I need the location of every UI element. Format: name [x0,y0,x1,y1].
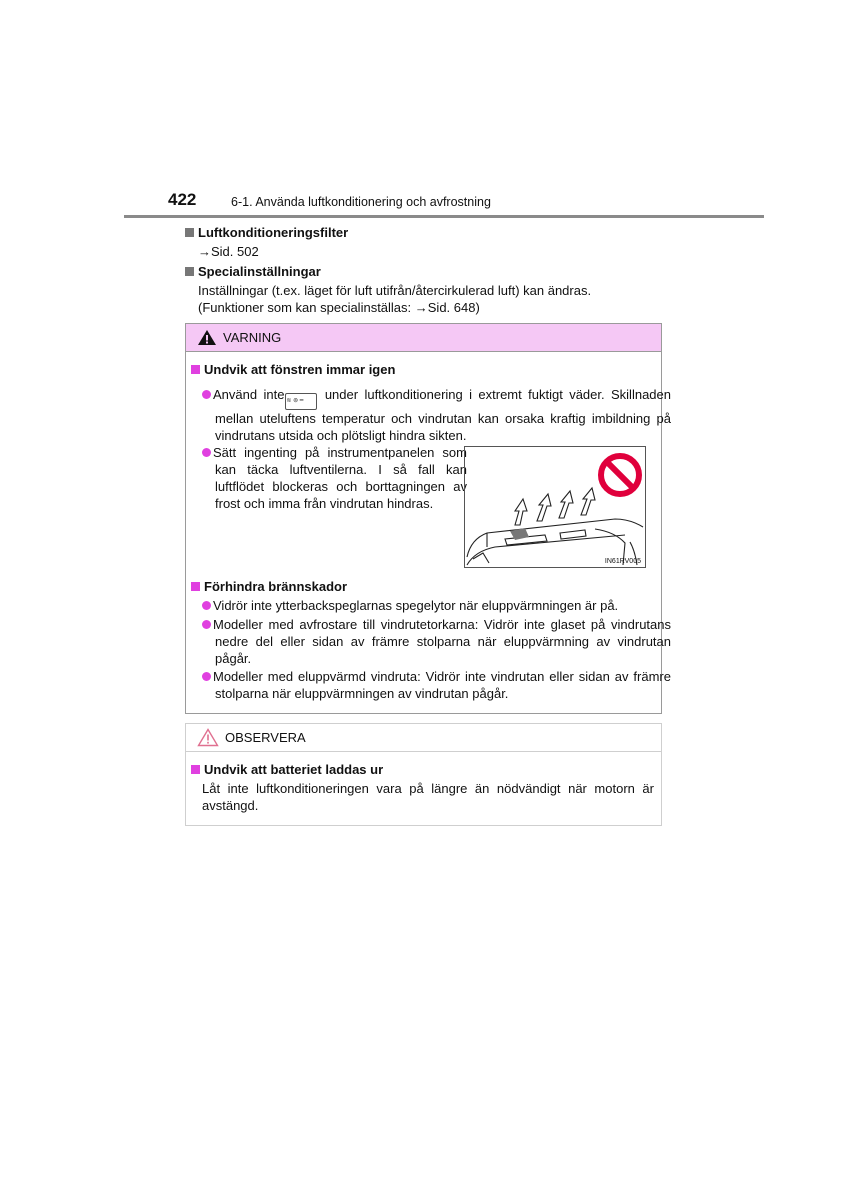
bullet-icon [202,601,211,610]
dashboard-airflow-diagram [465,447,645,567]
warning-header [186,324,661,352]
warning-item-5: Modeller med eluppvärmd vindruta: Vidrör inte vindrutan eller sidan av främre stolparna när eluppvärmningen av vindrutan pågår. [202,668,671,702]
square-bullet-icon [191,582,200,591]
bullet-icon [202,620,211,629]
warning-item-1: Använd inte ≋ ⊚ ━ under luftkonditionering i extremt fuktigt väder. Skillnaden mellan uteluftens temperatur och vindrutan kan orsaka kraftig imbildning på vindrutans utsida och plötsligt hindra sikten. [202,386,671,444]
figure-id: IN61RV005 [604,558,641,565]
page-number: 422 [168,190,197,209]
warning-item-4: Modeller med avfrostare till vindrutetorkarna: Vidrör inte glaset på vindrutans nedre del eller sidan av främre stolparna när eluppvärmning av vindrutan pågår. [202,616,671,667]
special-heading: Specialinställningar [198,264,321,279]
caution-triangle-icon [197,728,219,747]
fan-button-icon: ≋ ⊚ ━ [285,393,317,410]
prohibition-icon [601,456,639,494]
square-bullet-icon [191,765,200,774]
bullet-icon [202,672,211,681]
square-bullet-icon [185,228,194,237]
notice-subheading: Undvik att batteriet laddas ur [191,761,383,778]
warning-title: VARNING [223,330,282,345]
special-section [185,263,591,316]
filter-heading: Luftkonditioneringsfilter [198,225,349,240]
notice-text: Låt inte luftkonditioneringen vara på längre än nödvändigt när motorn är avstängd. [202,781,654,813]
notice-box [185,723,662,826]
warning-triangle-icon [197,329,217,346]
bullet-icon [202,448,211,457]
special-line-1: Inställningar (t.ex. läget för luft utifrån/återcirkulerad luft) kan ändras. [198,283,592,298]
warning-box [185,323,671,714]
square-bullet-icon [185,267,194,276]
warning-item-3: Vidrör inte ytterbackspeglarnas spegelytor när eluppvärmningen är på. [202,597,671,614]
square-bullet-icon [191,365,200,374]
notice-title: OBSERVERA [225,730,306,745]
page-header [124,190,764,217]
notice-header [186,724,661,752]
special-line-2: (Funktioner som kan specialinställas: →Sid. 648) [198,300,480,315]
warning-subheading-2: Förhindra brännskador [191,578,347,595]
header-rule [124,215,764,218]
dashboard-illustration [464,446,646,568]
filter-section [185,224,348,260]
bullet-icon [202,390,211,399]
warning-subheading-1: Undvik att fönstren immar igen [191,361,395,378]
warning-item-2: Sätt ingenting på instrumentpanelen som kan täcka luftventilerna. I så fall kan luftflödet blockeras och borttagningen av frost och imma från vindrutan hindras. [202,444,467,512]
chapter-title: 6-1. Använda luftkonditionering och avfrostning [231,195,491,209]
filter-reference: →Sid. 502 [198,244,259,259]
